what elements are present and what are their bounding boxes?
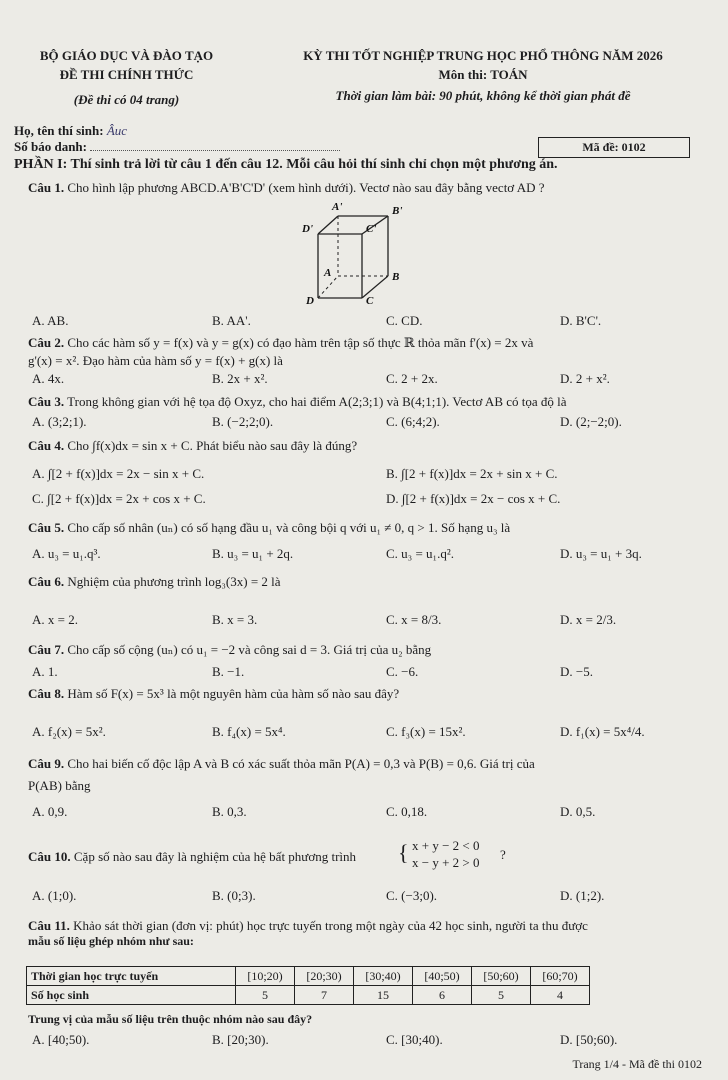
q10-option-a: A. (1;0). <box>32 888 77 903</box>
table-cell: 7 <box>295 986 354 1005</box>
q2-option-a: A. 4x. <box>32 371 65 386</box>
table-cell: [20;30) <box>295 967 354 986</box>
system-question-mark: ? <box>500 847 506 862</box>
q1-option-a: A. AB. <box>32 313 69 328</box>
q10-option-b: B. (0;3). <box>212 888 256 903</box>
question-8: Câu 8. Hàm số F(x) = 5x³ là một nguyên hàm của hàm số nào sau đây? <box>28 686 400 701</box>
q9-option-d: D. 0,5. <box>560 804 596 819</box>
q2-option-b: B. 2x + x². <box>212 371 268 386</box>
q9-option-b: B. 0,3. <box>212 804 247 819</box>
q7-option-d: D. −5. <box>560 664 593 679</box>
table-cell: 5 <box>236 986 295 1005</box>
cube-label: C' <box>366 223 377 235</box>
table-row-label: Thời gian học trực tuyến <box>27 967 236 986</box>
q4-option-b: B. ∫[2 + f(x)]dx = 2x + sin x + C. <box>386 466 558 481</box>
table-cell: [50;60) <box>472 967 531 986</box>
q11-option-d: D. [50;60). <box>560 1032 618 1047</box>
system-equations: x + y − 2 < 0 x − y + 2 > 0 <box>412 838 480 870</box>
table-row <box>27 967 590 986</box>
system-brace: { <box>398 840 409 865</box>
table-cell: [10;20) <box>236 967 295 986</box>
q8-option-b: B. f₄(x) = 5x⁴. <box>212 724 286 739</box>
q9-option-c: C. 0,18. <box>386 804 428 819</box>
q6-option-a: A. x = 2. <box>32 612 78 627</box>
id-dots <box>90 150 340 151</box>
q11-option-a: A. [40;50). <box>32 1032 90 1047</box>
table-row-label: Số học sinh <box>27 986 236 1005</box>
cube-label: C <box>366 295 374 307</box>
question-2: Câu 2. Cho các hàm số y = f(x) và y = g(x) có đạo hàm trên tập số thực ℝ thỏa mãn f'(x) = 2x và <box>28 335 534 350</box>
q7-option-b: B. −1. <box>212 664 245 679</box>
table-row <box>27 986 590 1005</box>
table-cell: 15 <box>354 986 413 1005</box>
q11-option-b: B. [20;30). <box>212 1032 269 1047</box>
id-line <box>14 139 340 155</box>
table-cell: 6 <box>413 986 472 1005</box>
question-3: Câu 3. Trong không gian với hệ tọa độ Oxyz, cho hai điểm A(2;3;1) và B(4;1;1). Vectơ AB có tọa độ là <box>28 394 567 409</box>
question-5: Câu 5. Cho cấp số nhân (uₙ) có số hạng đầu u₁ và công bội q với u₁ ≠ 0, q > 1. Số hạng u₃ là <box>28 520 511 535</box>
q8-option-a: A. f₂(x) = 5x². <box>32 724 106 739</box>
question-9-cont: P(AB) bằng <box>28 778 91 793</box>
name-label: Họ, tên thí sinh: <box>14 123 104 138</box>
question-11: Câu 11. Khảo sát thời gian (đơn vị: phút) học trực tuyến trong một ngày của 42 học sinh, người ta thu được <box>28 918 588 933</box>
table-cell: 4 <box>531 986 590 1005</box>
q1-option-d: D. B'C'. <box>560 313 602 328</box>
q10-option-d: D. (1;2). <box>560 888 605 903</box>
table-cell: [30;40) <box>354 967 413 986</box>
q9-option-a: A. 0,9. <box>32 804 68 819</box>
q3-option-d: D. (2;−2;0). <box>560 414 622 429</box>
exam-code-box: Mã đề: 0102 <box>538 137 690 158</box>
q6-option-b: B. x = 3. <box>212 612 258 627</box>
exam-title: KỲ THI TỐT NGHIỆP TRUNG HỌC PHỔ THÔNG NĂM 2026 <box>303 48 663 63</box>
cube-figure <box>290 196 430 311</box>
cube-label: D <box>306 295 314 307</box>
header-left <box>14 46 239 109</box>
q8-option-d: D. f₁(x) = 5x⁴/4. <box>560 724 645 739</box>
question-2-cont: g'(x) = x². Đạo hàm của hàm số y = f(x) + g(x) là <box>28 353 283 368</box>
subject: Môn thi: TOÁN <box>438 67 528 82</box>
q4-option-a: A. ∫[2 + f(x)]dx = 2x − sin x + C. <box>32 466 205 481</box>
q3-option-c: C. (6;4;2). <box>386 414 440 429</box>
question-11-ask: Trung vị của mẫu số liệu trên thuộc nhóm nào sau đây? <box>28 1012 313 1026</box>
q2-option-d: D. 2 + x². <box>560 371 610 386</box>
q1-option-b: B. AA'. <box>212 313 251 328</box>
cube-label: B <box>392 271 400 283</box>
header-right <box>268 46 698 105</box>
question-11-cont: mẫu số liệu ghép nhóm như sau: <box>28 934 194 948</box>
q2-option-c: C. 2 + 2x. <box>386 371 438 386</box>
q6-option-d: D. x = 2/3. <box>560 612 617 627</box>
question-7: Câu 7. Cho cấp số cộng (uₙ) có u₁ = −2 và công sai d = 3. Giá trị của u₂ bằng <box>28 642 432 657</box>
q10-option-c: C. (−3;0). <box>386 888 438 903</box>
question-4: Câu 4. Cho ∫f(x)dx = sin x + C. Phát biểu nào sau đây là đúng? <box>28 438 358 453</box>
table-cell: 5 <box>472 986 531 1005</box>
cube-label: B' <box>392 205 403 217</box>
q5-option-d: D. u₃ = u₁ + 3q. <box>560 546 642 561</box>
q1-option-c: C. CD. <box>386 313 423 328</box>
q8-option-c: C. f₃(x) = 15x². <box>386 724 466 739</box>
name-value: Âuc <box>106 123 128 138</box>
q3-option-b: B. (−2;2;0). <box>212 414 274 429</box>
name-line <box>14 123 127 139</box>
ministry-name: BỘ GIÁO DỤC VÀ ĐÀO TẠO <box>39 48 214 63</box>
question-10: Câu 10. Cặp số nào sau đây là nghiệm của hệ bất phương trình <box>28 849 357 864</box>
q4-option-d: D. ∫[2 + f(x)]dx = 2x − cos x + C. <box>386 491 561 506</box>
q3-option-a: A. (3;2;1). <box>32 414 87 429</box>
page-footer: Trang 1/4 - Mã đề thi 0102 <box>572 1057 702 1071</box>
pages-note: (Đề thi có 04 trang) <box>73 92 180 107</box>
id-label: Số báo danh: <box>14 139 87 154</box>
table-cell: [60;70) <box>531 967 590 986</box>
time-note: Thời gian làm bài: 90 phút, không kể thời gian phát đề <box>335 88 631 103</box>
cube-label: A <box>324 267 332 279</box>
q6-option-c: C. x = 8/3. <box>386 612 442 627</box>
part1-heading: PHẦN I: Thí sinh trả lời từ câu 1 đến câu 12. Mỗi câu hỏi thí sinh chỉ chọn một phương án. <box>14 157 558 172</box>
question-1: Câu 1. Cho hình lập phương ABCD.A'B'C'D' (xem hình dưới). Vectơ nào sau đây bằng vectơ AD ? <box>28 180 545 195</box>
q5-option-a: A. u₃ = u₁.q³. <box>32 546 101 561</box>
table-cell: [40;50) <box>413 967 472 986</box>
cube-label: D' <box>302 223 313 235</box>
q5-option-c: C. u₃ = u₁.q². <box>386 546 454 561</box>
q7-option-a: A. 1. <box>32 664 58 679</box>
q7-option-c: C. −6. <box>386 664 419 679</box>
official-label: ĐỀ THI CHÍNH THỨC <box>59 67 194 82</box>
question-9: Câu 9. Cho hai biến cố độc lập A và B có xác suất thỏa mãn P(A) = 0,3 và P(B) = 0,6. Giá trị của <box>28 756 535 771</box>
q5-option-b: B. u₃ = u₁ + 2q. <box>212 546 294 561</box>
cube-label: A' <box>332 201 343 213</box>
data-table <box>26 966 590 1005</box>
q4-option-c: C. ∫[2 + f(x)]dx = 2x + cos x + C. <box>32 491 206 506</box>
question-6: Câu 6. Nghiệm của phương trình log₃(3x) = 2 là <box>28 574 281 589</box>
q11-option-c: C. [30;40). <box>386 1032 443 1047</box>
